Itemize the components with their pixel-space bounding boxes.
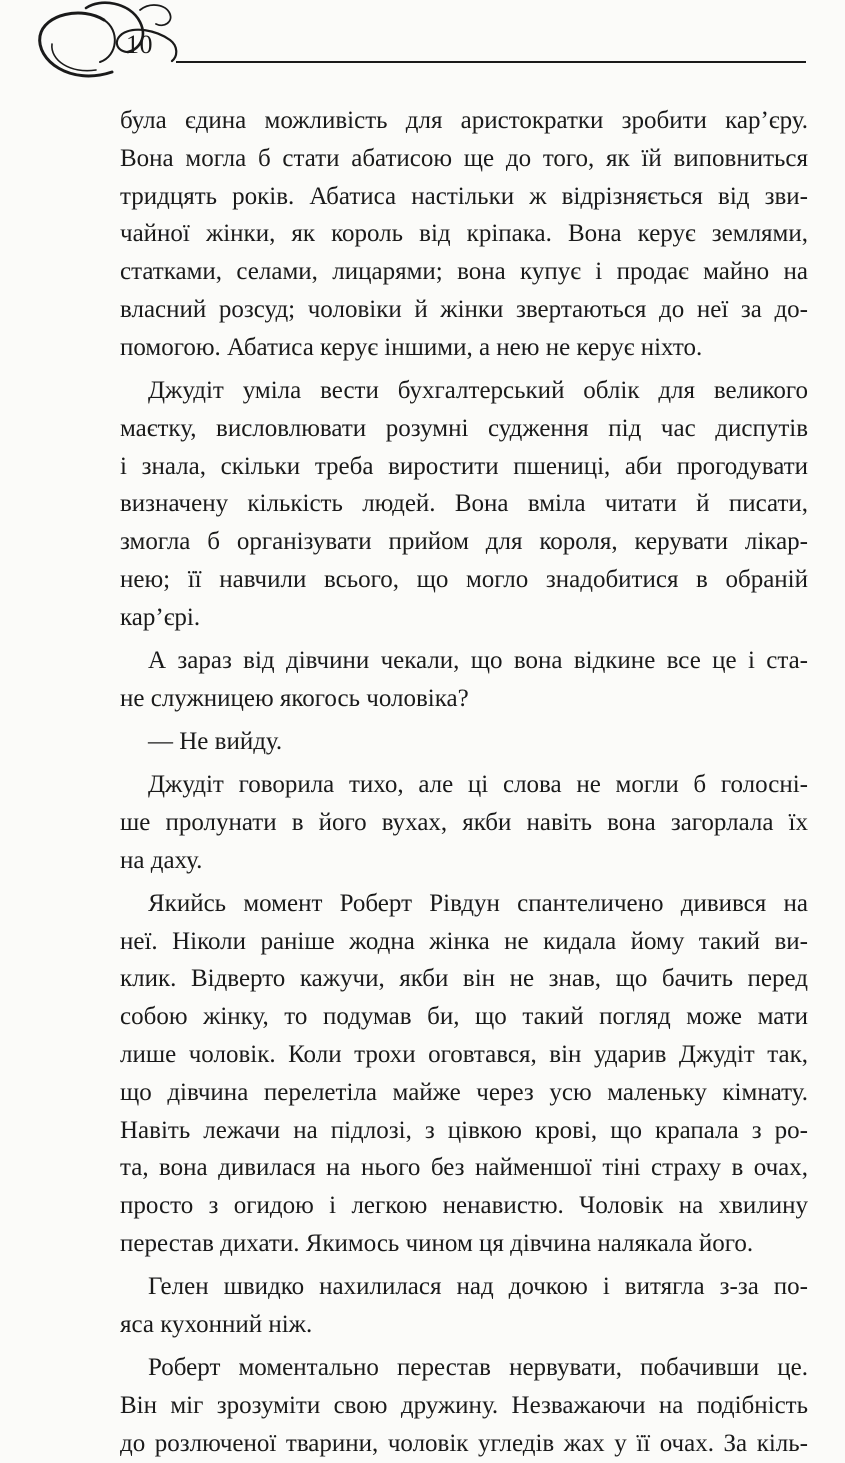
text-line: до розлюченої тварини, чоловік угледів жах у її очах. За кіль- [120, 1429, 808, 1457]
text-line: Якийсь момент Роберт Рівдун спантеличено дивився на [148, 889, 808, 917]
body-text [120, 102, 808, 1463]
text-line: чайної жінки, як король від кріпака. Вона керує землями, [120, 220, 808, 248]
page-number: 10 [126, 30, 153, 59]
text-line: визначену кількість людей. Вона вміла читати й писати, [120, 490, 808, 518]
text-line: помогою. Абатиса керує іншими, а нею не керує ніхто. [120, 333, 703, 361]
text-line: тридцять років. Абатиса настільки ж відрізняється від зви- [120, 182, 808, 210]
text-line: була єдина можливість для аристократки зробити кар’єру. [120, 107, 808, 134]
flourish-ornament-icon [0, 0, 200, 90]
text-line: Навіть лежачи на підлозі, з цівкою крові, що крапала з ро- [120, 1116, 808, 1144]
text-line: Гелен швидко нахилилася над дочкою і витягла з-за по- [148, 1273, 808, 1301]
text-line: Він міг зрозуміти свою дружину. Незважаючи на подібність [120, 1392, 808, 1420]
text-line: та, вона дивилася на нього без найменшої тіні страху в очах, [120, 1154, 808, 1182]
text-line: перестав дихати. Якимось чином ця дівчина налякала його. [120, 1230, 754, 1258]
text-line: — Не вийду. [148, 727, 283, 755]
paragraph [120, 372, 808, 637]
text-line: Вона могла б стати абатисою ще до того, як їй виповниться [120, 144, 808, 172]
text-line: ше пролунати в його вухах, якби навіть вона загорлала їх [120, 808, 808, 836]
text-line: клик. Відверто кажучи, якби він не знав, що бачить перед [120, 965, 808, 993]
page-header [0, 0, 845, 90]
header-rule [176, 61, 806, 63]
paragraph [120, 642, 808, 718]
text-line: на даху. [120, 846, 203, 874]
text-line: просто з огидою і легкою ненавистю. Чоловік на хвилину [120, 1192, 808, 1220]
text-line: А зараз від дівчини чекали, що вона відкине все це і ста- [148, 646, 808, 674]
text-line: собою жінку, то подумав би, що такий погляд може мати [120, 1003, 808, 1031]
paragraph [120, 1349, 808, 1462]
text-line: змогла б організувати прийом для короля, керувати лікар- [120, 528, 808, 556]
text-line: яса кухонний ніж. [120, 1311, 313, 1339]
text-line: неї. Ніколи раніше жодна жінка не кидала йому такий ви- [120, 927, 808, 955]
text-line: Джудіт говорила тихо, але ці слова не могли б голосні- [148, 771, 808, 799]
paragraph [120, 885, 808, 1263]
text-line: не служницею якогось чоловіка? [120, 684, 469, 712]
text-line: і знала, скільки треба виростити пшениці, аби прогодувати [120, 452, 808, 480]
text-line: маєтку, висловлювати розумні судження під час диспутів [120, 414, 808, 442]
text-line: лише чоловік. Коли трохи оговтався, він ударив Джудіт так, [120, 1041, 808, 1069]
text-line: Джудіт уміла вести бухгалтерський облік для великого [148, 376, 808, 404]
text-line: Роберт моментально перестав нервувати, побачивши це. [148, 1354, 808, 1382]
paragraph [120, 766, 808, 879]
text-line: статками, селами, лицарями; вона купує і продає майно на [120, 258, 808, 286]
text-line: власний розсуд; чоловіки й жінки звертаються до неї за до- [120, 295, 808, 323]
text-line: нею; її навчили всього, що могло знадобитися в обраній [120, 565, 808, 593]
text-line: що дівчина перелетіла майже через усю маленьку кімнату. [120, 1078, 808, 1106]
text-line: кар’єрі. [120, 603, 201, 631]
paragraph [120, 723, 808, 761]
paragraph [120, 102, 808, 367]
